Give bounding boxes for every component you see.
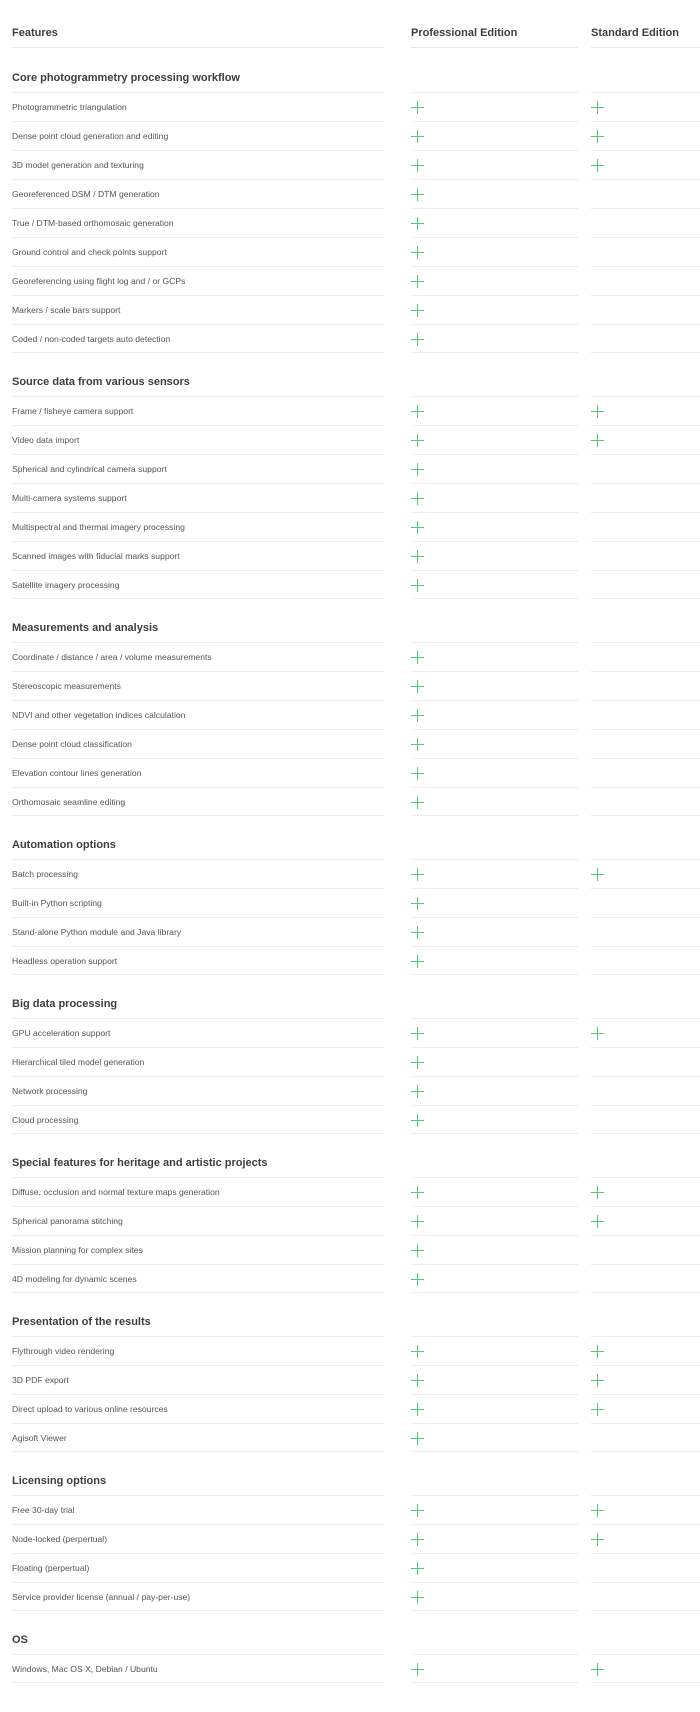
plus-icon bbox=[591, 1215, 604, 1228]
plus-icon bbox=[591, 868, 604, 881]
table-row bbox=[12, 642, 700, 671]
feature-label: Cloud processing bbox=[12, 1105, 384, 1134]
feature-label: Diffuse, occlusion and normal texture maps generation bbox=[12, 1177, 384, 1206]
feature-label: Dense point cloud generation and editing bbox=[12, 121, 384, 150]
professional-cell bbox=[411, 1495, 578, 1524]
professional-cell bbox=[411, 179, 578, 208]
plus-icon bbox=[411, 159, 424, 172]
feature-label: Headless operation support bbox=[12, 946, 384, 975]
standard-cell bbox=[591, 729, 700, 758]
feature-label: Node-locked (perpertual) bbox=[12, 1524, 384, 1553]
table-row bbox=[12, 1105, 700, 1134]
professional-cell bbox=[411, 425, 578, 454]
standard-cell bbox=[591, 1177, 700, 1206]
table-row bbox=[12, 1264, 700, 1293]
standard-cell bbox=[591, 1553, 700, 1582]
feature-label: Floating (perpertual) bbox=[12, 1553, 384, 1582]
professional-cell bbox=[411, 1336, 578, 1365]
table-row bbox=[12, 570, 700, 599]
feature-label: Hierarchical tiled model generation bbox=[12, 1047, 384, 1076]
plus-icon bbox=[411, 955, 424, 968]
professional-cell bbox=[411, 888, 578, 917]
professional-cell bbox=[411, 295, 578, 324]
professional-cell bbox=[411, 324, 578, 353]
plus-icon bbox=[411, 434, 424, 447]
table-row bbox=[12, 1524, 700, 1553]
professional-cell bbox=[411, 121, 578, 150]
comparison-table bbox=[12, 0, 700, 1683]
professional-cell bbox=[411, 1394, 578, 1423]
plus-icon bbox=[411, 1403, 424, 1416]
standard-cell bbox=[591, 512, 700, 541]
feature-label: Multi-camera systems support bbox=[12, 483, 384, 512]
feature-label: Photogrammetric triangulation bbox=[12, 92, 384, 121]
plus-icon bbox=[411, 926, 424, 939]
standard-cell bbox=[591, 859, 700, 888]
table-row bbox=[12, 787, 700, 816]
standard-cell bbox=[591, 642, 700, 671]
feature-label: True / DTM-based orthomosaic generation bbox=[12, 208, 384, 237]
feature-label: Coded / non-coded targets auto detection bbox=[12, 324, 384, 353]
table-row bbox=[12, 295, 700, 324]
plus-icon bbox=[591, 159, 604, 172]
table-row bbox=[12, 671, 700, 700]
feature-label: Georeferencing using flight log and / or GCPs bbox=[12, 266, 384, 295]
table-row bbox=[12, 758, 700, 787]
standard-cell bbox=[591, 1235, 700, 1264]
professional-cell bbox=[411, 266, 578, 295]
feature-label: Network processing bbox=[12, 1076, 384, 1105]
table-row bbox=[12, 1394, 700, 1423]
plus-icon bbox=[411, 217, 424, 230]
plus-icon bbox=[411, 868, 424, 881]
table-row bbox=[12, 1047, 700, 1076]
table-row bbox=[12, 1235, 700, 1264]
table-row bbox=[12, 1553, 700, 1582]
professional-cell bbox=[411, 237, 578, 266]
professional-cell bbox=[411, 1018, 578, 1047]
plus-icon bbox=[411, 492, 424, 505]
section-title bbox=[12, 599, 700, 642]
table-row bbox=[12, 150, 700, 179]
professional-cell bbox=[411, 917, 578, 946]
plus-icon bbox=[591, 130, 604, 143]
professional-cell bbox=[411, 1654, 578, 1683]
plus-icon bbox=[411, 1432, 424, 1445]
professional-cell bbox=[411, 1524, 578, 1553]
plus-icon bbox=[411, 767, 424, 780]
feature-label: 3D PDF export bbox=[12, 1365, 384, 1394]
plus-icon bbox=[411, 1186, 424, 1199]
section-title bbox=[12, 975, 700, 1018]
professional-cell bbox=[411, 642, 578, 671]
standard-cell bbox=[591, 1365, 700, 1394]
feature-label: Elevation contour lines generation bbox=[12, 758, 384, 787]
professional-cell bbox=[411, 1553, 578, 1582]
professional-cell bbox=[411, 1076, 578, 1105]
feature-label: Mission planning for complex sites bbox=[12, 1235, 384, 1264]
standard-cell bbox=[591, 92, 700, 121]
standard-cell bbox=[591, 150, 700, 179]
feature-label: Free 30-day trial bbox=[12, 1495, 384, 1524]
standard-cell bbox=[591, 266, 700, 295]
table-row bbox=[12, 266, 700, 295]
table-row bbox=[12, 1495, 700, 1524]
plus-icon bbox=[591, 1403, 604, 1416]
feature-label: Direct upload to various online resources bbox=[12, 1394, 384, 1423]
table-row bbox=[12, 208, 700, 237]
plus-icon bbox=[591, 1504, 604, 1517]
plus-icon bbox=[411, 101, 424, 114]
plus-icon bbox=[411, 333, 424, 346]
professional-cell bbox=[411, 1105, 578, 1134]
professional-cell bbox=[411, 570, 578, 599]
standard-cell bbox=[591, 1047, 700, 1076]
professional-cell bbox=[411, 671, 578, 700]
plus-icon bbox=[411, 463, 424, 476]
plus-icon bbox=[411, 1215, 424, 1228]
plus-icon bbox=[411, 1244, 424, 1257]
standard-cell bbox=[591, 1336, 700, 1365]
table-row bbox=[12, 512, 700, 541]
section-title-text: Presentation of the results bbox=[12, 1316, 151, 1328]
standard-cell bbox=[591, 208, 700, 237]
professional-cell bbox=[411, 700, 578, 729]
plus-icon bbox=[411, 550, 424, 563]
plus-icon bbox=[411, 579, 424, 592]
plus-icon bbox=[411, 188, 424, 201]
standard-cell bbox=[591, 483, 700, 512]
table-row bbox=[12, 92, 700, 121]
professional-cell bbox=[411, 454, 578, 483]
table-row bbox=[12, 917, 700, 946]
section-title-text: Special features for heritage and artistic projects bbox=[12, 1157, 268, 1169]
feature-label: Ground control and check points support bbox=[12, 237, 384, 266]
standard-cell bbox=[591, 1495, 700, 1524]
standard-cell bbox=[591, 1018, 700, 1047]
standard-cell bbox=[591, 787, 700, 816]
feature-label: Dense point cloud classification bbox=[12, 729, 384, 758]
professional-cell bbox=[411, 1582, 578, 1611]
plus-icon bbox=[591, 1374, 604, 1387]
feature-label: Batch processing bbox=[12, 859, 384, 888]
feature-label: Video data import bbox=[12, 425, 384, 454]
professional-cell bbox=[411, 1235, 578, 1264]
table-row bbox=[12, 1336, 700, 1365]
feature-label: NDVI and other vegetation indices calculation bbox=[12, 700, 384, 729]
table-row bbox=[12, 396, 700, 425]
standard-cell bbox=[591, 324, 700, 353]
standard-cell bbox=[591, 1394, 700, 1423]
standard-cell bbox=[591, 1206, 700, 1235]
standard-cell bbox=[591, 425, 700, 454]
feature-label: Stand-alone Python module and Java library bbox=[12, 917, 384, 946]
standard-cell bbox=[591, 541, 700, 570]
standard-cell bbox=[591, 671, 700, 700]
table-body bbox=[12, 49, 700, 1683]
feature-label: Flythrough video rendering bbox=[12, 1336, 384, 1365]
standard-cell bbox=[591, 570, 700, 599]
professional-cell bbox=[411, 541, 578, 570]
plus-icon bbox=[411, 1085, 424, 1098]
table-row bbox=[12, 1654, 700, 1683]
plus-icon bbox=[591, 1027, 604, 1040]
plus-icon bbox=[411, 796, 424, 809]
standard-cell bbox=[591, 1076, 700, 1105]
plus-icon bbox=[411, 1273, 424, 1286]
plus-icon bbox=[411, 1591, 424, 1604]
plus-icon bbox=[411, 897, 424, 910]
section-title-text: Automation options bbox=[12, 839, 116, 851]
standard-cell bbox=[591, 888, 700, 917]
table-row bbox=[12, 237, 700, 266]
professional-cell bbox=[411, 1206, 578, 1235]
plus-icon bbox=[411, 709, 424, 722]
plus-icon bbox=[411, 1056, 424, 1069]
plus-icon bbox=[411, 1027, 424, 1040]
standard-cell bbox=[591, 454, 700, 483]
table-row bbox=[12, 1018, 700, 1047]
table-row bbox=[12, 888, 700, 917]
table-row bbox=[12, 946, 700, 975]
section-title-text: Big data processing bbox=[12, 998, 118, 1010]
table-row bbox=[12, 121, 700, 150]
professional-cell bbox=[411, 787, 578, 816]
plus-icon bbox=[591, 405, 604, 418]
section-title-text: Measurements and analysis bbox=[12, 622, 159, 634]
professional-cell bbox=[411, 729, 578, 758]
table-row bbox=[12, 1365, 700, 1394]
standard-column-header: Standard Edition bbox=[591, 0, 700, 48]
professional-cell bbox=[411, 92, 578, 121]
standard-cell bbox=[591, 1582, 700, 1611]
plus-icon bbox=[411, 1374, 424, 1387]
plus-icon bbox=[411, 1663, 424, 1676]
plus-icon bbox=[411, 1345, 424, 1358]
professional-cell bbox=[411, 1365, 578, 1394]
section-title bbox=[12, 1452, 700, 1495]
section-title bbox=[12, 1134, 700, 1177]
plus-icon bbox=[411, 1504, 424, 1517]
feature-label: Markers / scale bars support bbox=[12, 295, 384, 324]
feature-label: Coordinate / distance / area / volume measurements bbox=[12, 642, 384, 671]
professional-cell bbox=[411, 208, 578, 237]
table-row bbox=[12, 179, 700, 208]
professional-cell bbox=[411, 1423, 578, 1452]
table-row bbox=[12, 1076, 700, 1105]
standard-cell bbox=[591, 396, 700, 425]
feature-label: Orthomosaic seamline editing bbox=[12, 787, 384, 816]
feature-label: Frame / fisheye camera support bbox=[12, 396, 384, 425]
professional-cell bbox=[411, 1177, 578, 1206]
standard-cell bbox=[591, 1105, 700, 1134]
plus-icon bbox=[411, 521, 424, 534]
table-row bbox=[12, 1177, 700, 1206]
standard-cell bbox=[591, 237, 700, 266]
feature-label: Service provider license (annual / pay-per-use) bbox=[12, 1582, 384, 1611]
professional-cell bbox=[411, 1047, 578, 1076]
table-row bbox=[12, 324, 700, 353]
feature-label: Multispectral and thermal imagery processing bbox=[12, 512, 384, 541]
feature-label: 4D modeling for dynamic scenes bbox=[12, 1264, 384, 1293]
table-row bbox=[12, 1582, 700, 1611]
standard-cell bbox=[591, 700, 700, 729]
plus-icon bbox=[591, 1186, 604, 1199]
feature-label: Spherical and cylindrical camera support bbox=[12, 454, 384, 483]
plus-icon bbox=[411, 1533, 424, 1546]
feature-label: Agisoft Viewer bbox=[12, 1423, 384, 1452]
table-row bbox=[12, 483, 700, 512]
standard-cell bbox=[591, 1524, 700, 1553]
feature-label: 3D model generation and texturing bbox=[12, 150, 384, 179]
professional-cell bbox=[411, 859, 578, 888]
professional-cell bbox=[411, 150, 578, 179]
section-title-text: Licensing options bbox=[12, 1475, 107, 1487]
professional-cell bbox=[411, 483, 578, 512]
section-title-text: Core photogrammetry processing workflow bbox=[12, 72, 240, 84]
professional-cell bbox=[411, 1264, 578, 1293]
plus-icon bbox=[411, 680, 424, 693]
standard-cell bbox=[591, 917, 700, 946]
plus-icon bbox=[411, 304, 424, 317]
feature-label: Stereoscopic measurements bbox=[12, 671, 384, 700]
plus-icon bbox=[411, 275, 424, 288]
table-row bbox=[12, 700, 700, 729]
table-header bbox=[12, 0, 700, 49]
features-column-header: Features bbox=[12, 0, 384, 48]
plus-icon bbox=[591, 1663, 604, 1676]
feature-label: Built-in Python scripting bbox=[12, 888, 384, 917]
feature-label: Satellite imagery processing bbox=[12, 570, 384, 599]
plus-icon bbox=[591, 1345, 604, 1358]
plus-icon bbox=[591, 1533, 604, 1546]
section-title-text: Source data from various sensors bbox=[12, 376, 190, 388]
professional-cell bbox=[411, 512, 578, 541]
section-title bbox=[12, 816, 700, 859]
table-row bbox=[12, 729, 700, 758]
feature-label: Spherical panorama stitching bbox=[12, 1206, 384, 1235]
table-row bbox=[12, 541, 700, 570]
section-title bbox=[12, 49, 700, 92]
standard-cell bbox=[591, 121, 700, 150]
professional-cell bbox=[411, 946, 578, 975]
feature-label: Windows, Mac OS X, Debian / Ubuntu bbox=[12, 1654, 384, 1683]
section-title-text: OS bbox=[12, 1634, 28, 1646]
plus-icon bbox=[411, 651, 424, 664]
plus-icon bbox=[411, 1114, 424, 1127]
standard-cell bbox=[591, 946, 700, 975]
professional-cell bbox=[411, 396, 578, 425]
feature-label: Scanned images with fiducial marks support bbox=[12, 541, 384, 570]
plus-icon bbox=[411, 738, 424, 751]
plus-icon bbox=[591, 434, 604, 447]
standard-cell bbox=[591, 1654, 700, 1683]
standard-cell bbox=[591, 179, 700, 208]
feature-label: Georeferenced DSM / DTM generation bbox=[12, 179, 384, 208]
section-title bbox=[12, 1611, 700, 1654]
plus-icon bbox=[591, 101, 604, 114]
table-row bbox=[12, 425, 700, 454]
table-row bbox=[12, 454, 700, 483]
plus-icon bbox=[411, 130, 424, 143]
table-row bbox=[12, 1423, 700, 1452]
section-title bbox=[12, 1293, 700, 1336]
standard-cell bbox=[591, 295, 700, 324]
plus-icon bbox=[411, 405, 424, 418]
plus-icon bbox=[411, 246, 424, 259]
table-row bbox=[12, 859, 700, 888]
standard-cell bbox=[591, 758, 700, 787]
plus-icon bbox=[411, 1562, 424, 1575]
table-row bbox=[12, 1206, 700, 1235]
standard-cell bbox=[591, 1423, 700, 1452]
professional-cell bbox=[411, 758, 578, 787]
professional-column-header: Professional Edition bbox=[411, 0, 578, 48]
standard-cell bbox=[591, 1264, 700, 1293]
feature-label: GPU acceleration support bbox=[12, 1018, 384, 1047]
section-title bbox=[12, 353, 700, 396]
